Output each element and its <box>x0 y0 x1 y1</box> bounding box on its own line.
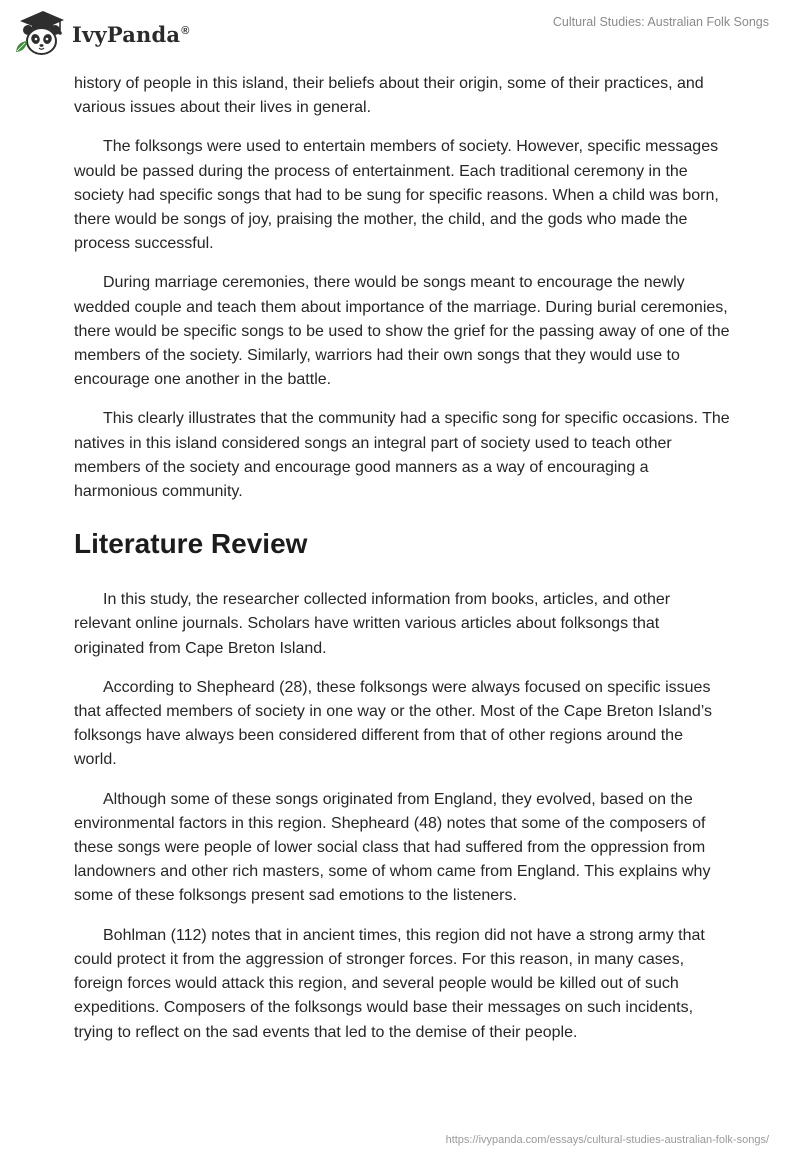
paragraph: Bohlman (112) notes that in ancient times, this region did not have a strong army that could protect it from the aggression of stronger forces. For this reason, in many cases, foreign forces would attack this region, and several people would be killed out of such expeditions. Composers of the folksongs would base their messages on such incidents, trying to reflect on the sad events that led to the demise of their people. <box>74 926 705 1041</box>
panda-graduate-icon <box>14 8 66 58</box>
paragraph: According to Shepheard (28), these folksongs were always focused on specific issues that affected members of society in one way or the other. Most of the Cape Breton Island’s folksongs have always been considered different from that of other regions around the world. <box>74 678 712 769</box>
paragraph-continuation: history of people in this island, their beliefs about their origin, some of their practices, and various issues about their lives in general. <box>74 75 704 117</box>
paragraph: During marriage ceremonies, there would be songs meant to encourage the newly wedded couple and teach them about importance of the marriage. During burial ceremonies, there would be specific songs to be used to show the grief for the passing away of one of the members of the society. Similarly, warriors had their own songs that they would use to encourage one another in the battle. <box>74 274 730 389</box>
paragraph: In this study, the researcher collected information from books, articles, and other relevant online journals. Scholars have written various articles about folksongs that originated from Cape Breton Island. <box>74 591 671 657</box>
document-title: Cultural Studies: Australian Folk Songs <box>552 15 769 29</box>
registered-mark: ® <box>181 24 190 37</box>
logo-wordmark <box>72 22 190 47</box>
section-heading-literature-review: Literature Review <box>74 528 308 560</box>
paragraph: Although some of these songs originated from England, they evolved, based on the environmental factors in this region. Shepheard (48) notes that some of the composers of these songs were people of lower social class that had suffered from the oppression from landowners and other rich masters, some of whom came from England. This explains why some of these folksongs present sad emotions to the listeners. <box>74 790 711 905</box>
paragraph: This clearly illustrates that the community had a specific song for specific occasions. The natives in this island considered songs an integral part of society used to teach other members of the society and encourage good manners as a way of encouraging a harmonious community. <box>74 410 730 501</box>
ivypanda-logo[interactable] <box>14 8 190 58</box>
paragraph: The folksongs were used to entertain members of society. However, specific messages would be passed during the process of entertainment. Each traditional ceremony in the society had specific songs that had to be sung for specific reasons. When a child was born, there would be songs of joy, praising the mother, the child, and the gods who made the process successful. <box>74 138 719 253</box>
logo-text: IvyPanda <box>72 21 181 47</box>
essay-content <box>74 72 730 1060</box>
source-url[interactable]: https://ivypanda.com/essays/cultural-studies-australian-folk-songs/ <box>445 1134 769 1146</box>
page-header <box>0 0 800 74</box>
